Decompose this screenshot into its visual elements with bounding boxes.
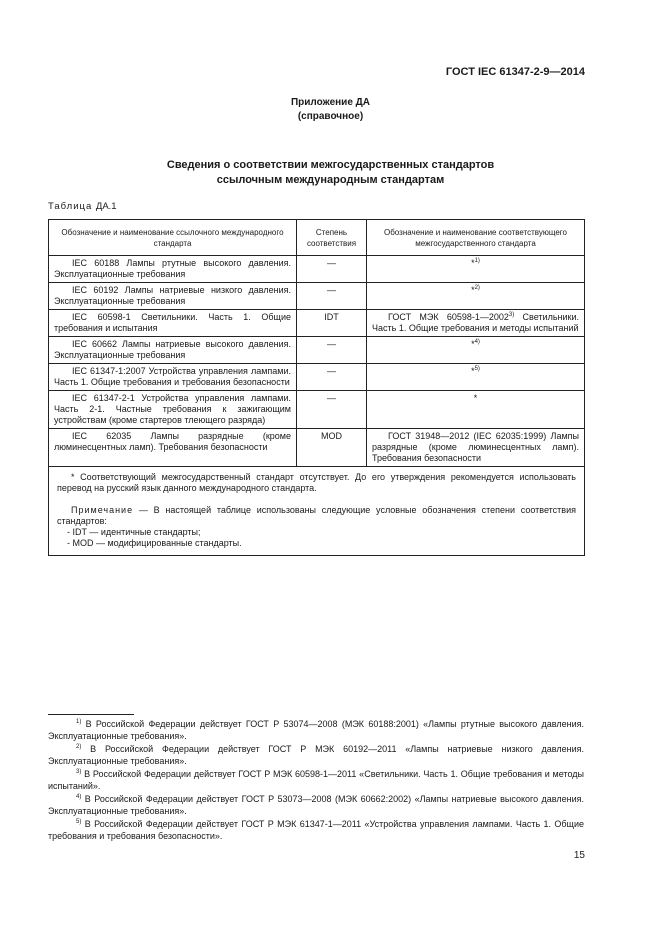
- table-row: [49, 364, 585, 391]
- table-footer: [49, 467, 585, 556]
- table-row: [49, 429, 585, 467]
- national-code: ГОСТ 31948—2012 (IEC 62035:1999): [388, 431, 547, 441]
- cell-national: [367, 283, 585, 310]
- footnote-ref[interactable]: 4): [474, 339, 480, 345]
- footnote: [48, 718, 584, 742]
- absent-mark: *: [471, 285, 475, 295]
- footnote-text: В Российской Федерации действует ГОСТ Р 53074—2008 (МЭК 60188:2001) «Лампы ртутные высокого давления. Эксплуатационные требования».: [48, 719, 584, 741]
- cell-national: [367, 429, 585, 467]
- section-title-line2: ссылочным международным стандартам: [216, 174, 445, 186]
- cell-intl: IEC 60662 Лампы натриевые высокого давления. Эксплуатационные требования: [49, 337, 297, 364]
- note-text: — В настоящей таблице использованы следующие условные обозначения степени соответствия стандартов:: [57, 505, 576, 526]
- footnote-text: В Российской Федерации действует ГОСТ Р 53073—2008 (МЭК 60662:2002) «Лампы натриевые высокого давления. Эксплуатационные требования».: [48, 794, 584, 816]
- cell-intl: IEC 60192 Лампы натриевые низкого давления. Эксплуатационные требования: [49, 283, 297, 310]
- section-title-line1: Сведения о соответствии межгосударственных стандартов: [166, 159, 495, 171]
- footnote-ref[interactable]: 2): [474, 285, 480, 291]
- cell-national: [367, 310, 585, 337]
- annex-subtitle: (справочное): [297, 111, 364, 122]
- absent-mark: *: [473, 393, 478, 403]
- cell-degree: —: [297, 391, 367, 429]
- national-title: Светильники. Часть 1. Общие требования и методы испытаний: [372, 312, 579, 333]
- table-row: [49, 283, 585, 310]
- footnote-number: 5): [76, 819, 82, 825]
- cell-degree: —: [297, 364, 367, 391]
- cell-intl: IEC 61347-1:2007 Устройства управления лампами. Часть 1. Общие требования и требования безопасности: [49, 364, 297, 391]
- footnote: [48, 818, 584, 842]
- cell-intl: IEC 61347-2-1 Устройства управления лампами. Часть 2-1. Частные требования к зажигающим устройствам (кроме стартеров тлеющего разряда): [49, 391, 297, 429]
- table-row: [49, 391, 585, 429]
- cell-degree: MOD: [297, 429, 367, 467]
- footnote: [48, 743, 584, 767]
- cell-national: [367, 337, 585, 364]
- footnote-number: 3): [76, 769, 82, 775]
- note-item-mod: - MOD — модифицированные стандарты.: [67, 538, 242, 548]
- cell-degree: —: [297, 283, 367, 310]
- header-intl-standard: Обозначение и наименование ссылочного международного стандарта: [49, 220, 297, 256]
- footnote-number: 1): [76, 719, 82, 725]
- footnote-text: В Российской Федерации действует ГОСТ Р МЭК 61347-1—2011 «Устройства управления лампами. Часть 1. Общие требования и требования безопасности».: [48, 819, 584, 841]
- annex-title: Приложение ДА: [290, 97, 371, 108]
- national-title: Лампы разрядные (кроме люминесцентных ламп). Требования безопасности: [372, 431, 579, 463]
- cell-national: [367, 364, 585, 391]
- footnote: [48, 768, 584, 792]
- footnote-text: В Российской Федерации действует ГОСТ Р МЭК 60598-1—2011 «Светильники. Часть 1. Общие требования и методы испытаний».: [48, 769, 584, 791]
- cell-intl: IEC 62035 Лампы разрядные (кроме люминесцентных ламп). Требования безопасности: [49, 429, 297, 467]
- table-row: [49, 310, 585, 337]
- header-degree: Степень соответствия: [297, 220, 367, 256]
- absent-mark: *: [471, 366, 475, 376]
- footnote-text: В Российской Федерации действует ГОСТ Р МЭК 60192—2011 «Лампы натриевые низкого давления. Эксплуатационные требования».: [48, 744, 584, 766]
- page-footnotes: [48, 718, 584, 843]
- header-national-standard: Обозначение и наименование соответствующего межгосударственного стандарта: [367, 220, 585, 256]
- cell-intl: IEC 60598-1 Светильники. Часть 1. Общие требования и испытания: [49, 310, 297, 337]
- note-item-idt: - IDT — идентичные стандарты;: [67, 527, 201, 537]
- page-number: 15: [573, 850, 585, 861]
- table-footnote-star: * Соответствующий межгосударственный стандарт отсутствует. До его утверждения рекомендуется использовать перевод на русский язык данного международного стандарта.: [57, 472, 576, 493]
- table-row: [49, 256, 585, 283]
- footnote-ref[interactable]: 5): [474, 366, 480, 372]
- section-title: [0, 158, 661, 188]
- footnote-ref[interactable]: 3): [508, 312, 515, 318]
- note-label: Примечание: [71, 505, 134, 515]
- cell-degree: —: [297, 337, 367, 364]
- national-code: ГОСТ МЭК 60598-1—2002: [388, 312, 509, 322]
- table-row: [49, 337, 585, 364]
- table-caption-prefix: Таблица: [48, 201, 93, 212]
- footnote-number: 4): [76, 794, 82, 800]
- annex-heading: [0, 96, 661, 124]
- correspondence-table: [48, 219, 585, 556]
- document-header: ГОСТ IEC 61347-2-9—2014: [445, 66, 585, 78]
- cell-degree: IDT: [297, 310, 367, 337]
- cell-degree: —: [297, 256, 367, 283]
- absent-mark: *: [471, 258, 475, 268]
- cell-national: [367, 256, 585, 283]
- table-header-row: [49, 220, 585, 256]
- cell-intl: IEC 60188 Лампы ртутные высокого давления. Эксплуатационные требования: [49, 256, 297, 283]
- table-footer-row: [49, 467, 585, 556]
- cell-national: [367, 391, 585, 429]
- footnote: [48, 793, 584, 817]
- table-caption: [48, 201, 117, 212]
- table-note: [57, 505, 576, 527]
- footnote-separator: [48, 714, 134, 715]
- footnote-number: 2): [76, 744, 82, 750]
- absent-mark: *: [471, 339, 475, 349]
- table-caption-number: ДА.1: [95, 201, 117, 212]
- footnote-ref[interactable]: 1): [474, 258, 480, 264]
